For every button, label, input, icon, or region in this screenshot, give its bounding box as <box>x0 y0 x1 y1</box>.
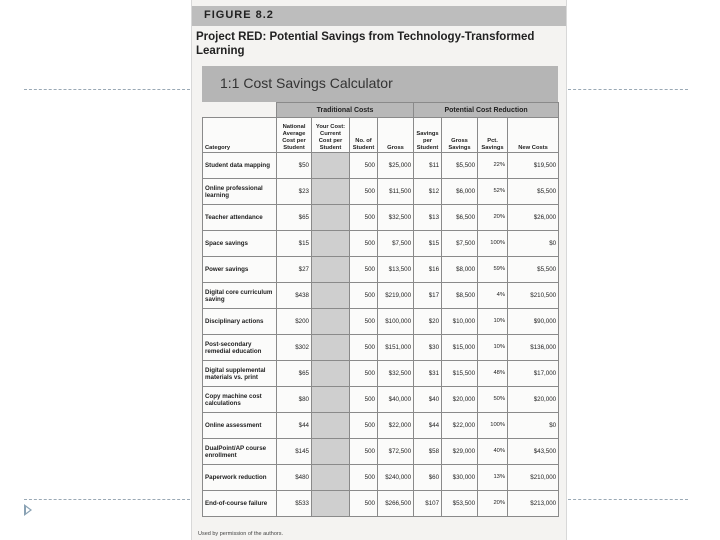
group-header-traditional: Traditional Costs <box>277 103 414 118</box>
cell-savings-per-student: $58 <box>414 439 442 465</box>
table-row <box>203 309 559 335</box>
group-header-potential: Potential Cost Reduction <box>414 103 559 118</box>
cell-gross-savings: $30,000 <box>442 465 478 491</box>
slide-divider-top-left <box>24 89 190 90</box>
cell-new-costs: $5,500 <box>508 257 559 283</box>
cell-new-costs: $136,000 <box>508 335 559 361</box>
cell-gross: $11,500 <box>378 179 414 205</box>
row-category: Online professional learning <box>203 179 277 205</box>
column-header: Your Cost: Current Cost per Student <box>312 118 350 153</box>
table-row <box>203 439 559 465</box>
row-category: Digital core curriculum saving <box>203 283 277 309</box>
cell-pct-savings: 100% <box>478 231 508 257</box>
slide-bullet-arrow-icon <box>24 504 32 516</box>
cell-new-costs: $210,000 <box>508 465 559 491</box>
cell-savings-per-student: $15 <box>414 231 442 257</box>
cell-national-average: $65 <box>277 205 312 231</box>
cell-national-average: $15 <box>277 231 312 257</box>
table-row <box>203 491 559 517</box>
cell-no-of-students: 500 <box>350 179 378 205</box>
column-header: Pct. Savings <box>478 118 508 153</box>
figure-label: FIGURE 8.2 <box>204 9 274 21</box>
cell-national-average: $44 <box>277 413 312 439</box>
table-row <box>203 387 559 413</box>
cell-no-of-students: 500 <box>350 153 378 179</box>
cell-gross-savings: $29,000 <box>442 439 478 465</box>
figure-title: Project RED: Potential Savings from Technology-Transformed Learning <box>196 31 535 57</box>
cell-national-average: $200 <box>277 309 312 335</box>
cell-pct-savings: 13% <box>478 465 508 491</box>
cell-no-of-students: 500 <box>350 491 378 517</box>
calculator-title: 1:1 Cost Savings Calculator <box>220 75 393 91</box>
cell-new-costs: $210,500 <box>508 283 559 309</box>
cell-no-of-students: 500 <box>350 387 378 413</box>
row-category: Student data mapping <box>203 153 277 179</box>
cell-savings-per-student: $13 <box>414 205 442 231</box>
cell-national-average: $23 <box>277 179 312 205</box>
cell-new-costs: $90,000 <box>508 309 559 335</box>
cell-savings-per-student: $17 <box>414 283 442 309</box>
row-category: Teacher attendance <box>203 205 277 231</box>
table-row <box>203 257 559 283</box>
cell-savings-per-student: $40 <box>414 387 442 413</box>
cell-your-cost[interactable] <box>312 283 350 309</box>
row-category: Copy machine cost calculations <box>203 387 277 413</box>
cell-savings-per-student: $20 <box>414 309 442 335</box>
cell-no-of-students: 500 <box>350 413 378 439</box>
table-row <box>203 413 559 439</box>
row-category: Digital supplemental materials vs. print <box>203 361 277 387</box>
slide-divider-top-right <box>568 89 688 90</box>
figure-label-bar <box>192 6 566 26</box>
cell-gross-savings: $5,500 <box>442 153 478 179</box>
cell-savings-per-student: $31 <box>414 361 442 387</box>
cell-your-cost[interactable] <box>312 179 350 205</box>
cell-no-of-students: 500 <box>350 439 378 465</box>
column-header: Gross Savings <box>442 118 478 153</box>
cell-your-cost[interactable] <box>312 439 350 465</box>
cell-national-average: $65 <box>277 361 312 387</box>
cell-pct-savings: 52% <box>478 179 508 205</box>
cell-national-average: $80 <box>277 387 312 413</box>
row-category: Paperwork reduction <box>203 465 277 491</box>
row-category: End-of-course failure <box>203 491 277 517</box>
column-header: Category <box>203 118 277 153</box>
cell-new-costs: $17,000 <box>508 361 559 387</box>
cell-savings-per-student: $107 <box>414 491 442 517</box>
cell-gross: $151,000 <box>378 335 414 361</box>
cell-no-of-students: 500 <box>350 205 378 231</box>
cell-gross: $40,000 <box>378 387 414 413</box>
cell-pct-savings: 10% <box>478 335 508 361</box>
row-category: Post-secondary remedial education <box>203 335 277 361</box>
table-row <box>203 179 559 205</box>
column-header: No. of Student <box>350 118 378 153</box>
cell-gross-savings: $8,000 <box>442 257 478 283</box>
cell-gross-savings: $10,000 <box>442 309 478 335</box>
cell-national-average: $533 <box>277 491 312 517</box>
figure-footnote: Used by permission of the authors. <box>198 531 283 537</box>
cell-no-of-students: 500 <box>350 309 378 335</box>
row-category: Disciplinary actions <box>203 309 277 335</box>
cell-pct-savings: 100% <box>478 413 508 439</box>
cell-savings-per-student: $16 <box>414 257 442 283</box>
cell-new-costs: $213,000 <box>508 491 559 517</box>
cell-savings-per-student: $44 <box>414 413 442 439</box>
column-header: Savings per Student <box>414 118 442 153</box>
cell-new-costs: $43,500 <box>508 439 559 465</box>
cell-gross-savings: $53,500 <box>442 491 478 517</box>
cell-no-of-students: 500 <box>350 465 378 491</box>
cell-national-average: $302 <box>277 335 312 361</box>
cell-pct-savings: 20% <box>478 491 508 517</box>
cell-your-cost[interactable] <box>312 335 350 361</box>
cell-pct-savings: 59% <box>478 257 508 283</box>
column-header: National Average Cost per Student <box>277 118 312 153</box>
cell-gross-savings: $15,500 <box>442 361 478 387</box>
cell-gross-savings: $8,500 <box>442 283 478 309</box>
cell-your-cost[interactable] <box>312 309 350 335</box>
cell-gross: $100,000 <box>378 309 414 335</box>
cell-your-cost[interactable] <box>312 231 350 257</box>
cell-savings-per-student: $12 <box>414 179 442 205</box>
cell-gross: $25,000 <box>378 153 414 179</box>
cell-gross-savings: $15,000 <box>442 335 478 361</box>
cell-your-cost[interactable] <box>312 205 350 231</box>
group-header-blank <box>203 103 277 118</box>
cell-pct-savings: 48% <box>478 361 508 387</box>
cell-gross: $7,500 <box>378 231 414 257</box>
cell-no-of-students: 500 <box>350 257 378 283</box>
cell-pct-savings: 40% <box>478 439 508 465</box>
cell-national-average: $480 <box>277 465 312 491</box>
table-row <box>203 465 559 491</box>
cell-your-cost[interactable] <box>312 257 350 283</box>
cell-pct-savings: 50% <box>478 387 508 413</box>
cell-new-costs: $20,000 <box>508 387 559 413</box>
row-category: Power savings <box>203 257 277 283</box>
cell-your-cost[interactable] <box>312 387 350 413</box>
cell-savings-per-student: $60 <box>414 465 442 491</box>
cell-new-costs: $26,000 <box>508 205 559 231</box>
cell-national-average: $27 <box>277 257 312 283</box>
cell-your-cost[interactable] <box>312 465 350 491</box>
cell-pct-savings: 4% <box>478 283 508 309</box>
row-category: DualPoint/AP course enrollment <box>203 439 277 465</box>
cell-national-average: $438 <box>277 283 312 309</box>
cell-your-cost[interactable] <box>312 361 350 387</box>
table-row <box>203 361 559 387</box>
table-row <box>203 205 559 231</box>
table-row <box>203 283 559 309</box>
cell-pct-savings: 22% <box>478 153 508 179</box>
row-category: Online assessment <box>203 413 277 439</box>
calculator-banner <box>202 66 558 102</box>
cell-gross: $13,500 <box>378 257 414 283</box>
cell-new-costs: $5,500 <box>508 179 559 205</box>
cell-gross-savings: $22,000 <box>442 413 478 439</box>
cell-national-average: $50 <box>277 153 312 179</box>
cell-your-cost[interactable] <box>312 413 350 439</box>
cell-gross: $32,500 <box>378 361 414 387</box>
cell-no-of-students: 500 <box>350 231 378 257</box>
cell-savings-per-student: $30 <box>414 335 442 361</box>
row-category: Space savings <box>203 231 277 257</box>
cost-savings-table <box>202 102 559 517</box>
cell-pct-savings: 20% <box>478 205 508 231</box>
cell-gross: $72,500 <box>378 439 414 465</box>
slide-divider-bottom-left <box>24 499 190 500</box>
cell-gross: $266,500 <box>378 491 414 517</box>
slide-divider-bottom-right <box>568 499 688 500</box>
cell-pct-savings: 10% <box>478 309 508 335</box>
table-row <box>203 335 559 361</box>
cell-gross-savings: $6,000 <box>442 179 478 205</box>
column-header: New Costs <box>508 118 559 153</box>
cell-no-of-students: 500 <box>350 361 378 387</box>
cell-new-costs: $0 <box>508 413 559 439</box>
cell-savings-per-student: $11 <box>414 153 442 179</box>
cell-gross-savings: $7,500 <box>442 231 478 257</box>
cell-no-of-students: 500 <box>350 335 378 361</box>
cell-national-average: $145 <box>277 439 312 465</box>
cell-gross-savings: $20,000 <box>442 387 478 413</box>
scanned-figure-page <box>192 0 566 540</box>
cell-gross: $22,000 <box>378 413 414 439</box>
table-row <box>203 153 559 179</box>
cell-gross: $240,000 <box>378 465 414 491</box>
cell-your-cost[interactable] <box>312 153 350 179</box>
cell-new-costs: $19,500 <box>508 153 559 179</box>
cell-gross: $32,500 <box>378 205 414 231</box>
table-row <box>203 231 559 257</box>
cell-gross-savings: $6,500 <box>442 205 478 231</box>
cell-your-cost[interactable] <box>312 491 350 517</box>
cell-new-costs: $0 <box>508 231 559 257</box>
column-header: Gross <box>378 118 414 153</box>
cell-gross: $219,000 <box>378 283 414 309</box>
cell-no-of-students: 500 <box>350 283 378 309</box>
